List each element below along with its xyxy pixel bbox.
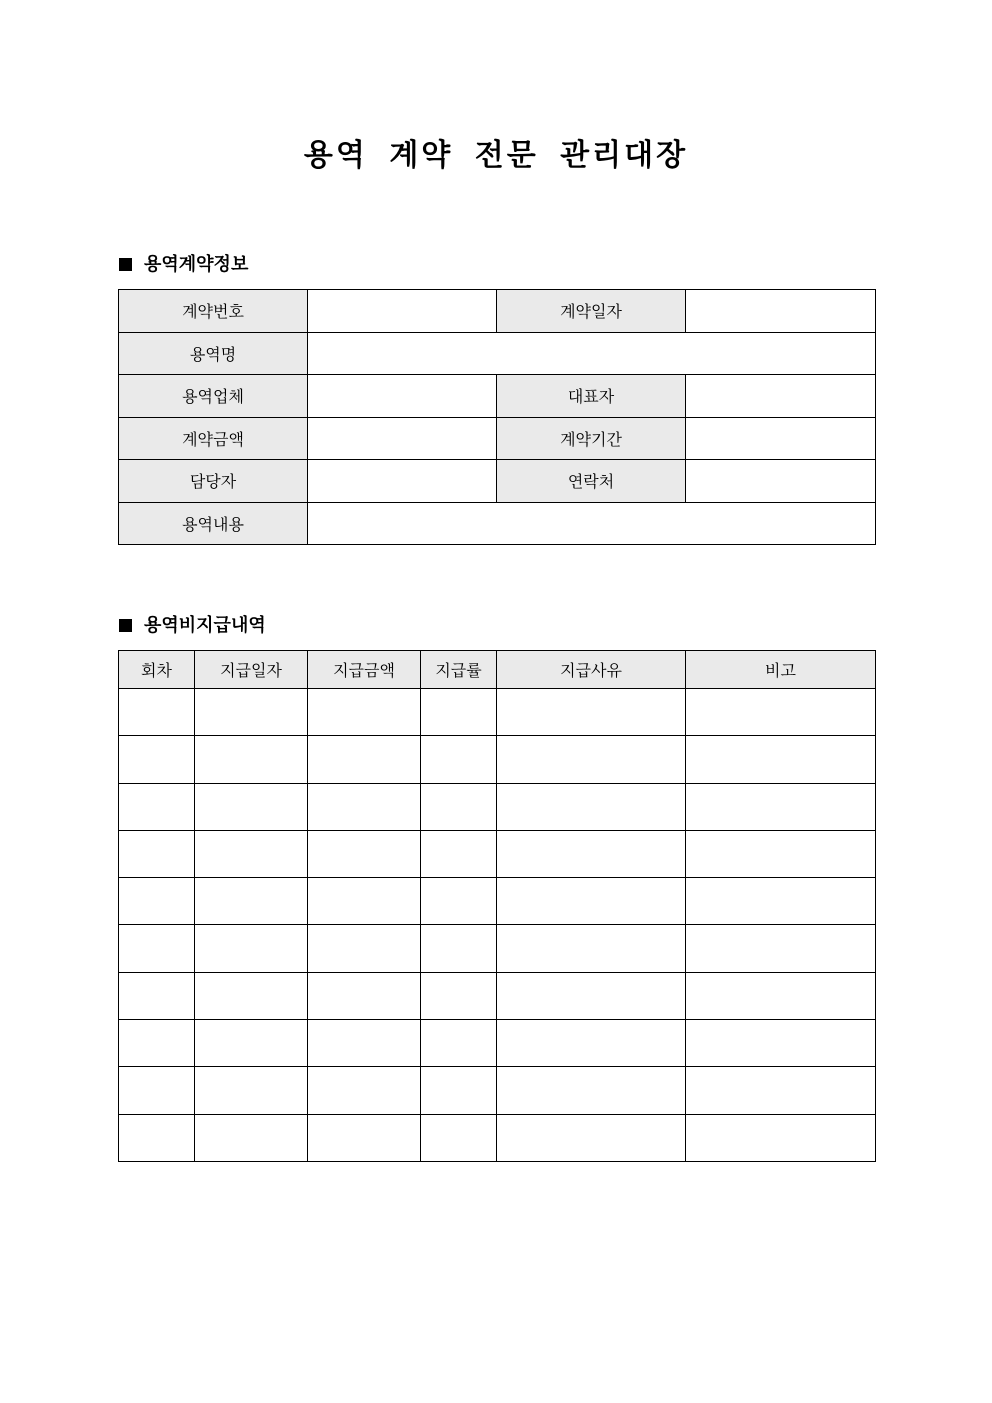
payment-reason-cell[interactable] — [497, 1020, 686, 1067]
payment-rate-cell[interactable] — [421, 1067, 497, 1114]
table-row — [119, 290, 876, 333]
payments-heading — [119, 614, 266, 638]
payment-rate-cell[interactable] — [421, 925, 497, 972]
table-row — [119, 460, 876, 503]
payments-table — [118, 650, 876, 1162]
round-cell[interactable] — [119, 878, 195, 925]
table-row — [119, 375, 876, 418]
manager-field[interactable] — [308, 460, 497, 503]
remarks-cell[interactable] — [686, 736, 876, 783]
payment-rate-cell[interactable] — [421, 1020, 497, 1067]
payment-reason-cell[interactable] — [497, 689, 686, 736]
payments-heading-text: 용역비지급내역 — [144, 615, 266, 636]
manager-label: 담당자 — [119, 460, 308, 503]
payment-date-cell[interactable] — [195, 1114, 308, 1161]
payment-reason-cell[interactable] — [497, 1114, 686, 1161]
table-row — [119, 502, 876, 545]
remarks-cell[interactable] — [686, 1114, 876, 1161]
column-header-payment-date: 지급일자 — [195, 651, 308, 689]
column-header-round: 회차 — [119, 651, 195, 689]
contract-info-heading — [119, 253, 248, 277]
contract-info-table — [118, 289, 876, 545]
payment-amount-cell[interactable] — [308, 972, 421, 1019]
vendor-field[interactable] — [308, 375, 497, 418]
payment-reason-cell[interactable] — [497, 925, 686, 972]
table-row — [119, 689, 876, 736]
payment-reason-cell[interactable] — [497, 878, 686, 925]
table-row — [119, 417, 876, 460]
representative-field[interactable] — [686, 375, 876, 418]
payment-amount-cell[interactable] — [308, 925, 421, 972]
contract-no-field[interactable] — [308, 290, 497, 333]
table-row — [119, 1067, 876, 1114]
remarks-cell[interactable] — [686, 878, 876, 925]
payment-rate-cell[interactable] — [421, 972, 497, 1019]
payments-table-body — [119, 689, 876, 1162]
payment-reason-cell[interactable] — [497, 783, 686, 830]
table-header-row — [119, 651, 876, 689]
payment-rate-cell[interactable] — [421, 878, 497, 925]
contact-field[interactable] — [686, 460, 876, 503]
content-label: 용역내용 — [119, 502, 308, 545]
payment-reason-cell[interactable] — [497, 736, 686, 783]
payment-rate-cell[interactable] — [421, 736, 497, 783]
round-cell[interactable] — [119, 783, 195, 830]
payment-rate-cell[interactable] — [421, 1114, 497, 1161]
document-title: 용역 계약 전문 관리대장 — [303, 138, 689, 173]
payment-date-cell[interactable] — [195, 736, 308, 783]
payment-amount-cell[interactable] — [308, 878, 421, 925]
service-name-field[interactable] — [308, 332, 876, 375]
payment-amount-cell[interactable] — [308, 1114, 421, 1161]
contract-date-field[interactable] — [686, 290, 876, 333]
vendor-label: 용역업체 — [119, 375, 308, 418]
service-name-label: 용역명 — [119, 332, 308, 375]
payment-date-cell[interactable] — [195, 1020, 308, 1067]
payment-amount-cell[interactable] — [308, 689, 421, 736]
contact-label: 연락처 — [497, 460, 686, 503]
payment-date-cell[interactable] — [195, 878, 308, 925]
content-field[interactable] — [308, 502, 876, 545]
remarks-cell[interactable] — [686, 783, 876, 830]
table-row — [119, 783, 876, 830]
remarks-cell[interactable] — [686, 830, 876, 877]
round-cell[interactable] — [119, 830, 195, 877]
payment-date-cell[interactable] — [195, 783, 308, 830]
remarks-cell[interactable] — [686, 1067, 876, 1114]
column-header-payment-rate: 지급률 — [421, 651, 497, 689]
round-cell[interactable] — [119, 1067, 195, 1114]
amount-label: 계약금액 — [119, 417, 308, 460]
round-cell[interactable] — [119, 1020, 195, 1067]
period-field[interactable] — [686, 417, 876, 460]
payment-amount-cell[interactable] — [308, 1067, 421, 1114]
payment-reason-cell[interactable] — [497, 830, 686, 877]
period-label: 계약기간 — [497, 417, 686, 460]
payment-date-cell[interactable] — [195, 830, 308, 877]
table-row — [119, 972, 876, 1019]
payment-date-cell[interactable] — [195, 972, 308, 1019]
payment-amount-cell[interactable] — [308, 783, 421, 830]
amount-field[interactable] — [308, 417, 497, 460]
table-row — [119, 1114, 876, 1161]
round-cell[interactable] — [119, 972, 195, 1019]
round-cell[interactable] — [119, 1114, 195, 1161]
payment-date-cell[interactable] — [195, 1067, 308, 1114]
payment-date-cell[interactable] — [195, 689, 308, 736]
table-row — [119, 878, 876, 925]
contract-info-heading-text: 용역계약정보 — [144, 254, 249, 275]
payment-rate-cell[interactable] — [421, 689, 497, 736]
round-cell[interactable] — [119, 689, 195, 736]
remarks-cell[interactable] — [686, 689, 876, 736]
remarks-cell[interactable] — [686, 1020, 876, 1067]
square-bullet-icon — [119, 258, 132, 271]
payment-rate-cell[interactable] — [421, 830, 497, 877]
remarks-cell[interactable] — [686, 972, 876, 1019]
payment-date-cell[interactable] — [195, 925, 308, 972]
payment-reason-cell[interactable] — [497, 972, 686, 1019]
round-cell[interactable] — [119, 736, 195, 783]
table-row — [119, 830, 876, 877]
remarks-cell[interactable] — [686, 925, 876, 972]
payment-amount-cell[interactable] — [308, 736, 421, 783]
payment-rate-cell[interactable] — [421, 783, 497, 830]
table-row — [119, 925, 876, 972]
payment-amount-cell[interactable] — [308, 830, 421, 877]
contract-no-label: 계약번호 — [119, 290, 308, 333]
column-header-remarks: 비고 — [686, 651, 876, 689]
table-row — [119, 1020, 876, 1067]
column-header-payment-amount: 지급금액 — [308, 651, 421, 689]
representative-label: 대표자 — [497, 375, 686, 418]
payment-reason-cell[interactable] — [497, 1067, 686, 1114]
round-cell[interactable] — [119, 925, 195, 972]
column-header-payment-reason: 지급사유 — [497, 651, 686, 689]
square-bullet-icon — [119, 619, 132, 632]
table-row — [119, 736, 876, 783]
contract-date-label: 계약일자 — [497, 290, 686, 333]
payment-amount-cell[interactable] — [308, 1020, 421, 1067]
table-row — [119, 332, 876, 375]
